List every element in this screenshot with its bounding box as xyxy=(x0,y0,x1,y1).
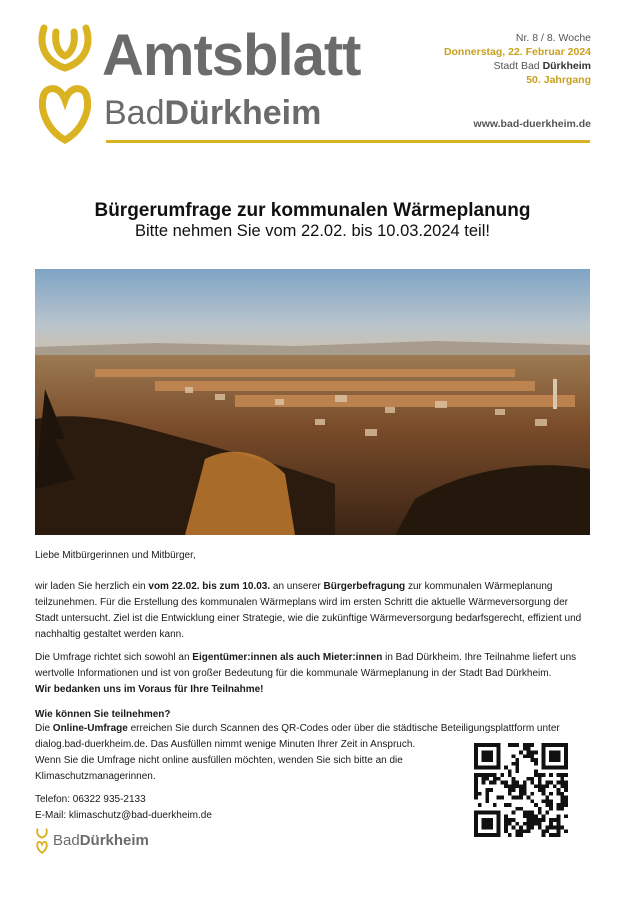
bad-duerkheim-logo-icon xyxy=(36,22,94,146)
website-link[interactable]: www.bad-duerkheim.de xyxy=(473,118,591,130)
masthead-subtitle: BadDürkheim xyxy=(104,94,322,132)
town-panorama-photo xyxy=(35,269,590,535)
article-headline: Bürgerumfrage zur kommunalen Wärmeplanung xyxy=(94,200,531,221)
issue-city: Stadt Bad Dürkheim xyxy=(493,60,591,72)
qr-code[interactable] xyxy=(474,743,568,837)
footer-logo-icon xyxy=(35,828,49,854)
contact-phone: Telefon: 06322 935-2133 xyxy=(35,794,146,805)
paragraph-invitation: wir laden Sie herzlich ein vom 22.02. bis zum 10.03. an unserer Bürgerbefragung zur kommunalen Wärmeplanung teilzunehmen. Für die Erstellung des kommunalen Wärmeplans wird im ersten Schritt die aktuelle Wärmeversorgung der Stadt untersucht. Ziel ist die Entwicklung einer Strategie, wie die zukünftige Wärmeversorgung bedarfsgerecht, effizient und nachhaltig gestaltet werden kann. xyxy=(35,581,582,640)
masthead-title: Amtsblatt xyxy=(102,23,361,88)
greeting: Liebe Mitbürgerinnen und Mitbürger, xyxy=(35,550,196,561)
issue-date: Donnerstag, 22. Februar 2024 xyxy=(443,46,591,58)
issue-number: Nr. 8 / 8. Woche xyxy=(515,32,591,44)
masthead-rule xyxy=(106,140,590,143)
paragraph-target-group: Die Umfrage richtet sich sowohl an Eigentümer:innen als auch Mieter:innen in Bad Dürkheim. Ihre Teilnahme liefert uns wertvolle Informationen und ist von großer Bedeutung für die kommunale Wärmeplanung in der Stadt Bad Dürkheim. Wir bedanken uns im Voraus für Ihre Teilnahme! xyxy=(35,652,577,695)
footer-brand: BadDürkheim xyxy=(53,832,149,849)
issue-year: 50. Jahrgang xyxy=(526,74,591,86)
howto-paragraph: Die Online-Umfrage erreichen Sie durch Scannen des QR-Codes oder über die städtische Beteiligungsplattform unter dialog.bad-duerkheim.de. Das Ausfüllen nimmt wenige Minuten Ihrer Zeit in Anspruch. Wenn Sie die Umfrage nicht online ausfüllen möchten, wenden Sie sich bitte an die Klimaschutzmanagerinnen. xyxy=(35,723,560,782)
article-subheadline: Bitte nehmen Sie vom 22.02. bis 10.03.2024 teil! xyxy=(135,222,490,240)
contact-email[interactable]: E-Mail: klimaschutz@bad-duerkheim.de xyxy=(35,810,212,821)
howto-heading: Wie können Sie teilnehmen? xyxy=(35,709,171,720)
